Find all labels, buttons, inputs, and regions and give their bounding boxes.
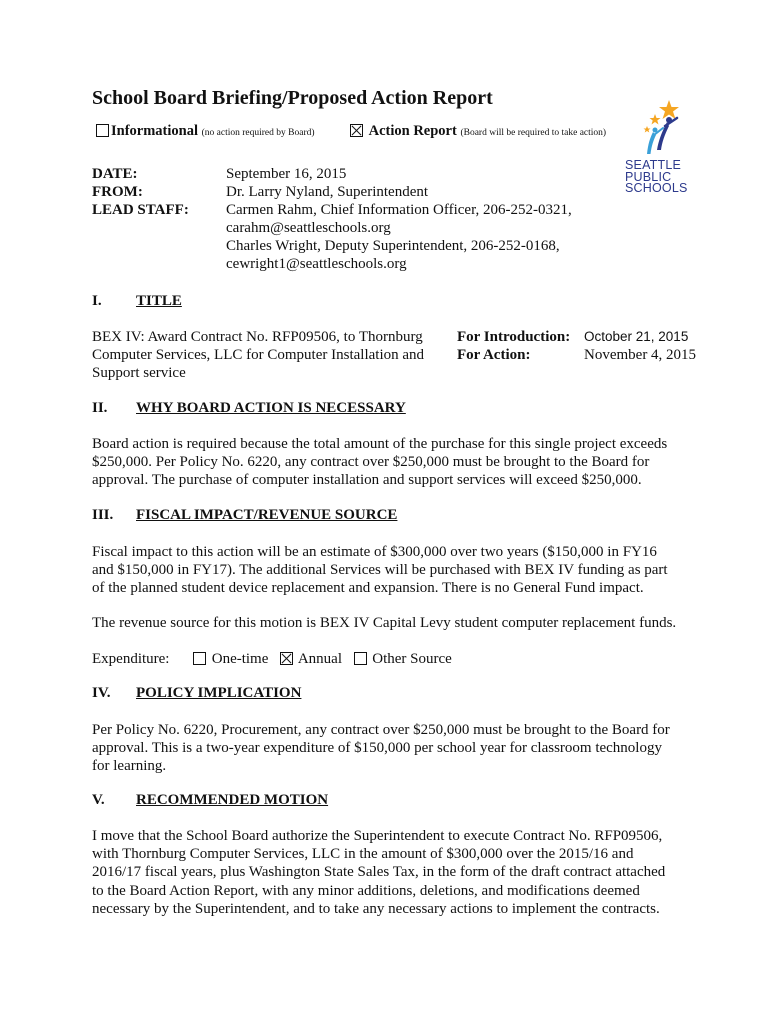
paragraph-line: Per Policy No. 6220, Procurement, any contract over $250,000 must be brought to the Board for: [92, 722, 670, 738]
section-name: RECOMMENDED MOTION: [136, 792, 329, 808]
meta-labels: [92, 165, 189, 219]
fiscal-paragraph: [92, 543, 668, 598]
lead-staff-line: Carmen Rahm, Chief Information Officer, 206-252-0321,: [226, 202, 572, 218]
lead-staff-line: Charles Wright, Deputy Superintendent, 206-252-0168,: [226, 238, 560, 254]
paragraph-line: I move that the School Board authorize the Superintendent to execute Contract No. RFP09506,: [92, 828, 663, 844]
section-3-heading: [92, 507, 397, 524]
logo-line-2: PUBLIC: [625, 169, 672, 184]
for-introduction-label: For Introduction:: [457, 329, 571, 345]
one-time-label: One-time: [211, 651, 269, 667]
section-number: II.: [92, 400, 108, 416]
from-label: FROM:: [92, 184, 143, 200]
title-text: [92, 328, 442, 383]
title-line: Computer Services, LLC for Computer Installation and: [92, 347, 425, 364]
informational-label: Informational: [111, 123, 198, 139]
paragraph-line: to the Board Action Report, with any minor additions, deletions, and modifications deemed: [92, 882, 640, 899]
section-name: TITLE: [136, 293, 182, 309]
motion-paragraph: [92, 827, 665, 918]
section-name: POLICY IMPLICATION: [136, 685, 302, 701]
annual-checkbox[interactable]: [280, 652, 293, 665]
action-report-checkbox[interactable]: [350, 124, 363, 137]
action-date: November 4, 2015: [584, 347, 697, 364]
informational-note: (no action required by Board): [201, 128, 315, 138]
logo-wordmark: [625, 158, 688, 195]
paragraph-line: Board action is required because the total amount of the purchase for this single project exceeds: [92, 436, 668, 452]
page-title: School Board Briefing/Proposed Action Report: [92, 87, 493, 109]
paragraph-line: and $150,000 in FY17). The additional Services will be purchased with BEX IV funding as part: [92, 562, 668, 579]
expenditure-label: Expenditure:: [92, 651, 170, 667]
policy-paragraph: [92, 721, 670, 776]
for-action-label: For Action:: [457, 347, 531, 364]
other-source-label: Other Source: [372, 651, 452, 667]
section-number: V.: [92, 792, 105, 808]
logo-line-1: SEATTLE: [625, 158, 682, 172]
report-type-action: [350, 123, 606, 140]
report-type-informational: [96, 123, 315, 140]
lead-staff-line: cewright1@seattleschools.org: [226, 256, 407, 272]
section-5-heading: [92, 792, 328, 809]
title-line: BEX IV: Award Contract No. RFP09506, to Thornburg: [92, 329, 423, 345]
informational-checkbox[interactable]: [96, 124, 109, 137]
section-name: WHY BOARD ACTION IS NECESSARY: [136, 400, 406, 416]
section-name: FISCAL IMPACT/REVENUE SOURCE: [136, 507, 398, 523]
section-4-heading: [92, 685, 301, 702]
schedule-labels: [457, 328, 570, 364]
paragraph-line: with Thornburg Computer Services, LLC in the amount of $300,000 over the 2015/16 and: [92, 846, 634, 863]
why-paragraph: [92, 435, 667, 490]
paragraph-line: approval. This is a two-year expenditure of $150,000 per school year for classroom technology: [92, 740, 662, 757]
lead-staff-line: carahm@seattleschools.org: [226, 220, 391, 236]
paragraph-line: 2016/17 fiscal years, plus Washington State Sales Tax, in the form of the draft contract attached: [92, 864, 666, 881]
title-line: Support service: [92, 365, 186, 382]
one-time-checkbox[interactable]: [193, 652, 206, 665]
logo-line-3: SCHOOLS: [625, 181, 688, 195]
from-value: Dr. Larry Nyland, Superintendent: [226, 184, 429, 200]
schedule-dates: [584, 328, 696, 364]
date-value: September 16, 2015: [226, 166, 347, 182]
section-number: III.: [92, 507, 114, 523]
section-number: I.: [92, 293, 102, 309]
paragraph-line: for learning.: [92, 758, 167, 775]
paragraph-line: $250,000. Per Policy No. 6220, any contract over $250,000 must be brought to the Board for: [92, 454, 650, 471]
section-number: IV.: [92, 685, 111, 701]
lead-staff-label: LEAD STAFF:: [92, 202, 189, 218]
date-label: DATE:: [92, 166, 138, 182]
annual-label: Annual: [297, 651, 342, 667]
introduction-date: October 21, 2015: [584, 329, 689, 344]
section-2-heading: [92, 400, 406, 417]
paragraph-line: Fiscal impact to this action will be an estimate of $300,000 over two years ($150,000 in FY16: [92, 544, 657, 560]
paragraph-line: approval. The purchase of computer installation and support services will exceed $250,000.: [92, 472, 642, 489]
action-report-note: (Board will be required to take action): [460, 128, 607, 138]
revenue-sentence: The revenue source for this motion is BEX IV Capital Levy student computer replacement funds.: [92, 615, 677, 631]
other-source-checkbox[interactable]: [354, 652, 367, 665]
paragraph-line: necessary by the Superintendent, and to take any necessary actions to implement the contracts.: [92, 900, 660, 917]
star-figures-icon: [625, 98, 681, 160]
meta-values: [226, 165, 572, 273]
expenditure-row: [92, 650, 452, 668]
paragraph-line: of the planned student device replacement and expansion. There is no General Fund impact.: [92, 580, 644, 597]
section-1-heading: [92, 293, 182, 310]
action-report-label: Action Report: [368, 123, 457, 139]
seattle-public-schools-logo: [625, 98, 688, 198]
